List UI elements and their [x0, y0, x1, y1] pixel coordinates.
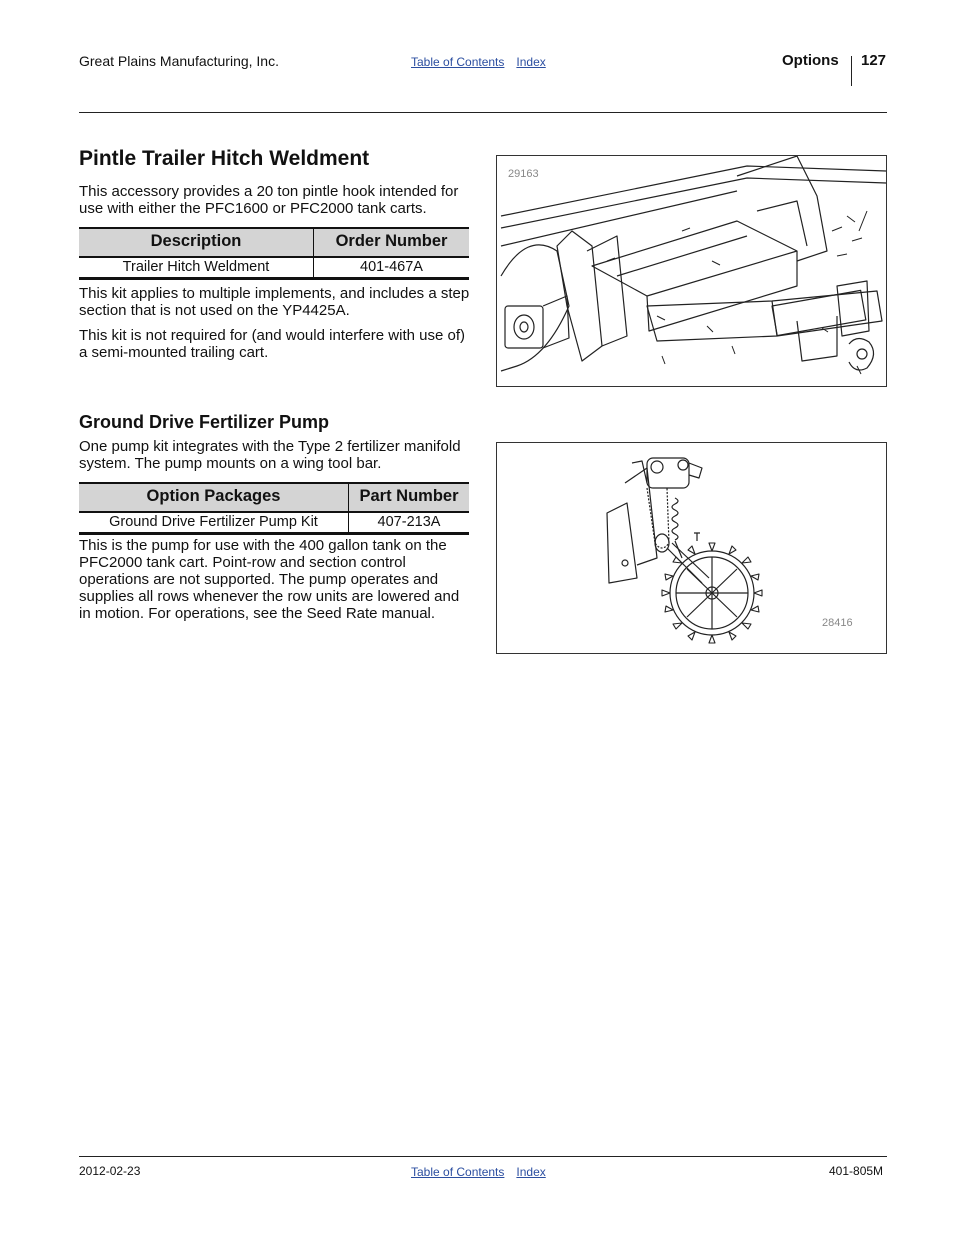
- cell-description: Trailer Hitch Weldment: [79, 257, 314, 279]
- footer-doc-number: 401-805M: [829, 1164, 884, 1178]
- col-order-number: Order Number: [314, 228, 470, 257]
- section1-intro: This accessory provides a 20 ton pintle hook intended for use with either the PFC1600 or PFC2000 tank carts.: [79, 183, 459, 217]
- pump-parts-table: [79, 482, 469, 535]
- hitch-figure: [496, 155, 887, 387]
- cell-order-number: 401-467A: [314, 257, 470, 279]
- cell-package: Ground Drive Fertilizer Pump Kit: [79, 512, 349, 534]
- hitch-order-table: [79, 227, 469, 280]
- footer-index-link[interactable]: Index: [516, 1165, 546, 1179]
- header-toc-link[interactable]: Table of Contents: [411, 55, 505, 69]
- footer-nav: [411, 1165, 558, 1179]
- pump-figure: [496, 442, 887, 654]
- cell-part-number: 407-213A: [349, 512, 470, 534]
- col-part-number: Part Number: [349, 483, 470, 512]
- header-divider: [851, 56, 852, 86]
- section1-title: Pintle Trailer Hitch Weldment: [79, 147, 370, 170]
- table-header-row: [79, 483, 469, 512]
- col-option-packages: Option Packages: [79, 483, 349, 512]
- hitch-illustration-icon: [497, 156, 886, 386]
- footer-date: 2012-02-23: [79, 1164, 141, 1178]
- table-row: [79, 512, 469, 534]
- header-nav: [411, 55, 558, 69]
- table-row: [79, 257, 469, 279]
- section2-title: Ground Drive Fertilizer Pump: [79, 412, 330, 432]
- footer-rule: [79, 1156, 887, 1157]
- pump-illustration-icon: [497, 443, 886, 653]
- page-number: 127: [861, 52, 887, 69]
- col-description: Description: [79, 228, 314, 257]
- company-name: Great Plains Manufacturing, Inc.: [79, 53, 279, 69]
- section-name: Options: [782, 52, 839, 69]
- section2-note: This is the pump for use with the 400 gallon tank on the PFC2000 tank cart. Point-row and section control operations are not supported. The pump operates and supplies all rows whenever the row units are lowered and in motion. For operations, see the Seed Rate manual.: [79, 537, 460, 622]
- section2-intro: One pump kit integrates with the Type 2 fertilizer manifold system. The pump mounts on a wing tool bar.: [79, 438, 461, 472]
- table-header-row: [79, 228, 469, 257]
- header-rule: [79, 112, 887, 113]
- figure-number: 28416: [822, 617, 853, 629]
- header-index-link[interactable]: Index: [516, 55, 546, 69]
- section1-note1: This kit applies to multiple implements, and includes a step section that is not used on the YP4425A.: [79, 285, 470, 319]
- figure-number: 29163: [508, 168, 539, 180]
- footer-toc-link[interactable]: Table of Contents: [411, 1165, 505, 1179]
- section1-note2: This kit is not required for (and would interfere with use of) a semi-mounted trailing cart.: [79, 327, 466, 361]
